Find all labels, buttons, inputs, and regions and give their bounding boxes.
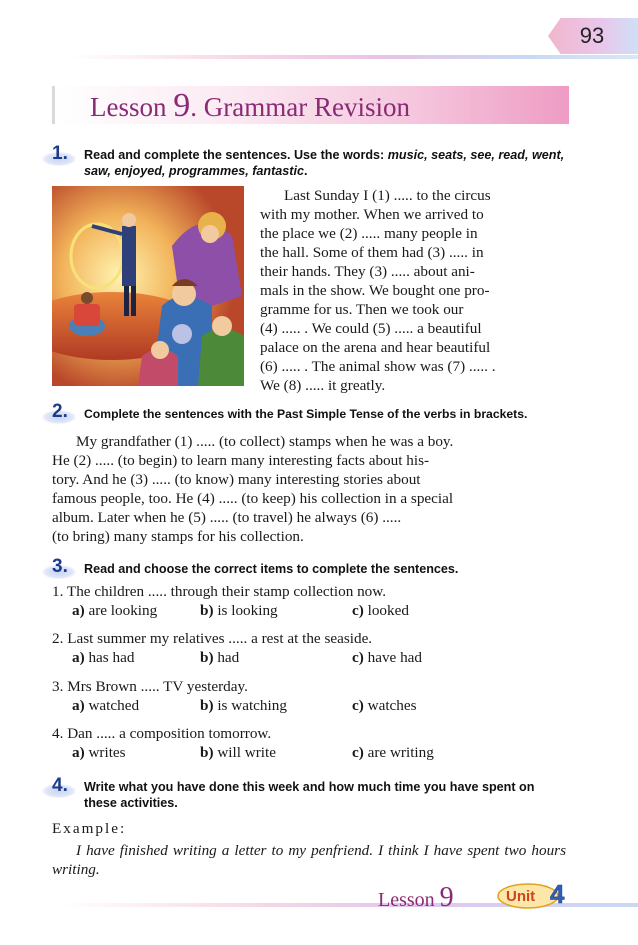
- task-1-word-list: music, seats, see, read, went, saw, enjoyed, programmes, fantastic: [84, 148, 565, 178]
- footer-lesson-word: Lesson: [378, 889, 435, 911]
- option-b: b) is watching: [200, 697, 287, 714]
- task-4-instruction: Write what you have done this week and how much time you have spent on these activities.: [84, 780, 535, 810]
- footer-lesson-label: [378, 882, 454, 914]
- option-b: b) is looking: [200, 602, 278, 619]
- example-text: [52, 841, 566, 879]
- option-a: a) are looking: [72, 602, 158, 619]
- task-2-line: famous people, too. He (4) ..... (to keep) his collection in a special: [52, 490, 454, 507]
- header-divider: [70, 55, 638, 59]
- option-a: a) has had: [72, 649, 135, 666]
- example-label: Example:: [52, 820, 127, 837]
- task-1-number: 1.: [52, 143, 68, 164]
- task-1-line: (6) ..... . The animal show was (7) ..... .: [260, 358, 496, 375]
- task-2-line: tory. And he (3) ..... (to know) many interesting stories about: [52, 471, 421, 488]
- circus-scene-image: [52, 186, 244, 386]
- unit-logo: [494, 876, 576, 910]
- task-2-line: He (2) ..... (to begin) to learn many interesting facts about his-: [52, 452, 430, 469]
- task-1-instruction: [84, 147, 566, 179]
- option-b: b) will write: [200, 744, 276, 761]
- option-c: c) are writing: [352, 744, 434, 761]
- task-3-question: 4. Dan ..... a composition tomorrow.: [52, 725, 272, 742]
- task-1-line: We (8) ..... it greatly.: [260, 377, 386, 394]
- task-3-number: 3.: [52, 556, 68, 577]
- unit-number: 4: [550, 879, 565, 909]
- option-c: c) watches: [352, 697, 417, 714]
- option-a: a) watched: [72, 697, 140, 714]
- task-1-line: mals in the show. We bought one pro-: [260, 282, 490, 299]
- task-3-question: 3. Mrs Brown ..... TV yesterday.: [52, 678, 248, 695]
- task-1-line: their hands. They (3) ..... about ani-: [260, 263, 475, 280]
- circus-illustration: [52, 186, 244, 386]
- task-2-instruction: Complete the sentences with the Past Simple Tense of the verbs in brackets.: [84, 407, 528, 421]
- lesson-title-text: . Grammar Revision: [190, 92, 410, 122]
- option-c: c) have had: [352, 649, 423, 666]
- task-1-line: the hall. Some of them had (3) ..... in: [260, 244, 484, 261]
- lesson-word: Lesson: [90, 92, 167, 122]
- option-b: b) had: [200, 649, 240, 666]
- task-2-line: My grandfather (1) ..... (to collect) stamps when he was a boy.: [76, 433, 454, 450]
- task-2-line: album. Later when he (5) ..... (to travel) he always (6) .....: [52, 509, 402, 526]
- unit-badge-icon: [494, 876, 576, 910]
- task-2-text: [52, 432, 566, 546]
- lesson-number: 9: [173, 87, 191, 124]
- task-3-question: 2. Last summer my relatives ..... a rest at the seaside.: [52, 630, 373, 647]
- task-1-line: with my mother. When we arrived to: [260, 206, 484, 223]
- task-1-line: the place we (2) ..... many people in: [260, 225, 478, 242]
- page-number: 93: [579, 23, 605, 48]
- option-a: a) writes: [72, 744, 126, 761]
- task-1-text: [260, 186, 566, 395]
- task-2-number: 2.: [52, 401, 68, 422]
- task-1-line: Last Sunday I (1) ..... to the circus: [284, 187, 491, 204]
- option-c: c) looked: [352, 602, 409, 619]
- unit-label: Unit: [506, 888, 536, 905]
- task-3-instruction: Read and choose the correct items to complete the sentences.: [84, 562, 459, 576]
- task-3-question: 1. The children ..... through their stamp collection now.: [52, 583, 387, 600]
- task-2-line: (to bring) many stamps for his collection.: [52, 528, 304, 545]
- task-1-instruction-prefix: Read and complete the sentences. Use the words:: [84, 148, 388, 162]
- task-1-line: palace on the arena and hear beautiful: [260, 339, 491, 356]
- task-1-line: (4) ..... . We could (5) ..... a beautiful: [260, 320, 482, 337]
- lesson-title: [90, 86, 410, 126]
- task-4-number: 4.: [52, 775, 68, 796]
- footer-lesson-number: 9: [439, 882, 454, 913]
- example-sentence: I have finished writing a letter to my penfriend. I think I have spent two hours writing.: [52, 842, 566, 878]
- task-1-line: gramme for us. Then we took our: [260, 301, 464, 318]
- task-1-instruction-end: .: [304, 164, 308, 178]
